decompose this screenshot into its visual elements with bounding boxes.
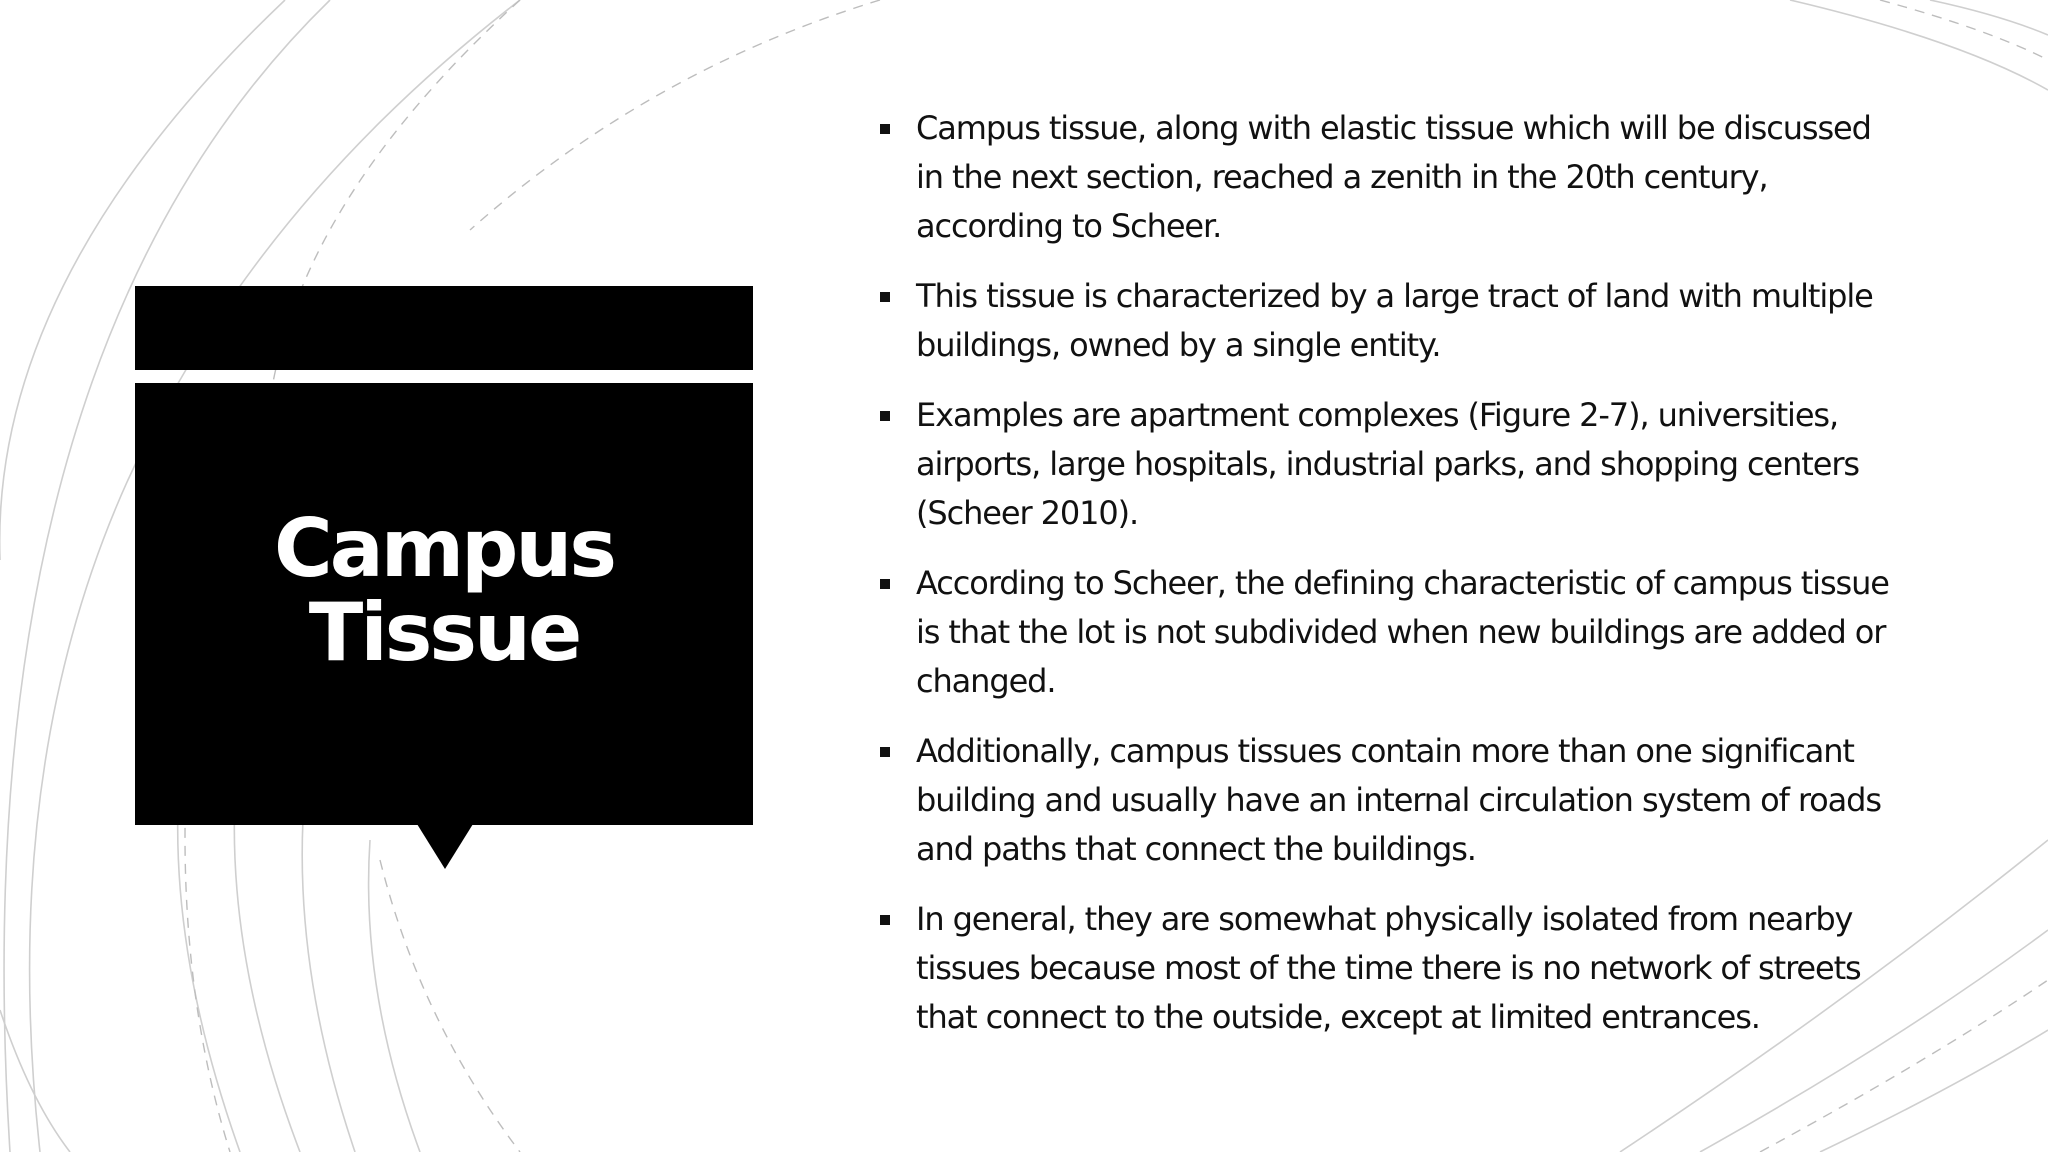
bullet-item [878, 727, 1898, 874]
square-bullet-icon [880, 292, 890, 302]
bullet-text: Campus tissue, along with elastic tissue which will be discussed in the next section, reached a zenith in the 20th century, according to Scheer. [916, 109, 1871, 245]
square-bullet-icon [880, 915, 890, 925]
callout-pointer [417, 824, 473, 869]
square-bullet-icon [880, 124, 890, 134]
slide-title-line-2: Tissue [308, 586, 580, 679]
bullet-text: This tissue is characterized by a large tract of land with multiple buildings, owned by a single entity. [916, 277, 1873, 364]
bullet-text: Additionally, campus tissues contain more than one significant building and usually have an internal circulation system of roads and paths that connect the buildings. [916, 732, 1881, 868]
bullet-item [878, 559, 1898, 706]
bullet-text: Examples are apartment complexes (Figure 2-7), universities, airports, large hospitals, industrial parks, and shopping centers (Scheer 2010). [916, 396, 1859, 532]
square-bullet-icon [880, 579, 890, 589]
title-accent-bar [135, 286, 753, 370]
square-bullet-icon [880, 411, 890, 421]
bullet-item [878, 104, 1898, 251]
bullet-item [878, 895, 1898, 1042]
square-bullet-icon [880, 747, 890, 757]
title-box [135, 383, 753, 825]
bullet-text: According to Scheer, the defining characteristic of campus tissue is that the lot is not subdivided when new buildings are added or changed. [916, 564, 1889, 700]
slide-title [274, 502, 614, 679]
bullet-item [878, 272, 1898, 370]
bullet-text: In general, they are somewhat physically isolated from nearby tissues because most of the time there is no network of streets that connect to the outside, except at limited entrances. [916, 900, 1861, 1036]
bullet-list [878, 104, 1898, 1063]
slide-title-line-1: Campus [274, 502, 614, 595]
bullet-item [878, 391, 1898, 538]
